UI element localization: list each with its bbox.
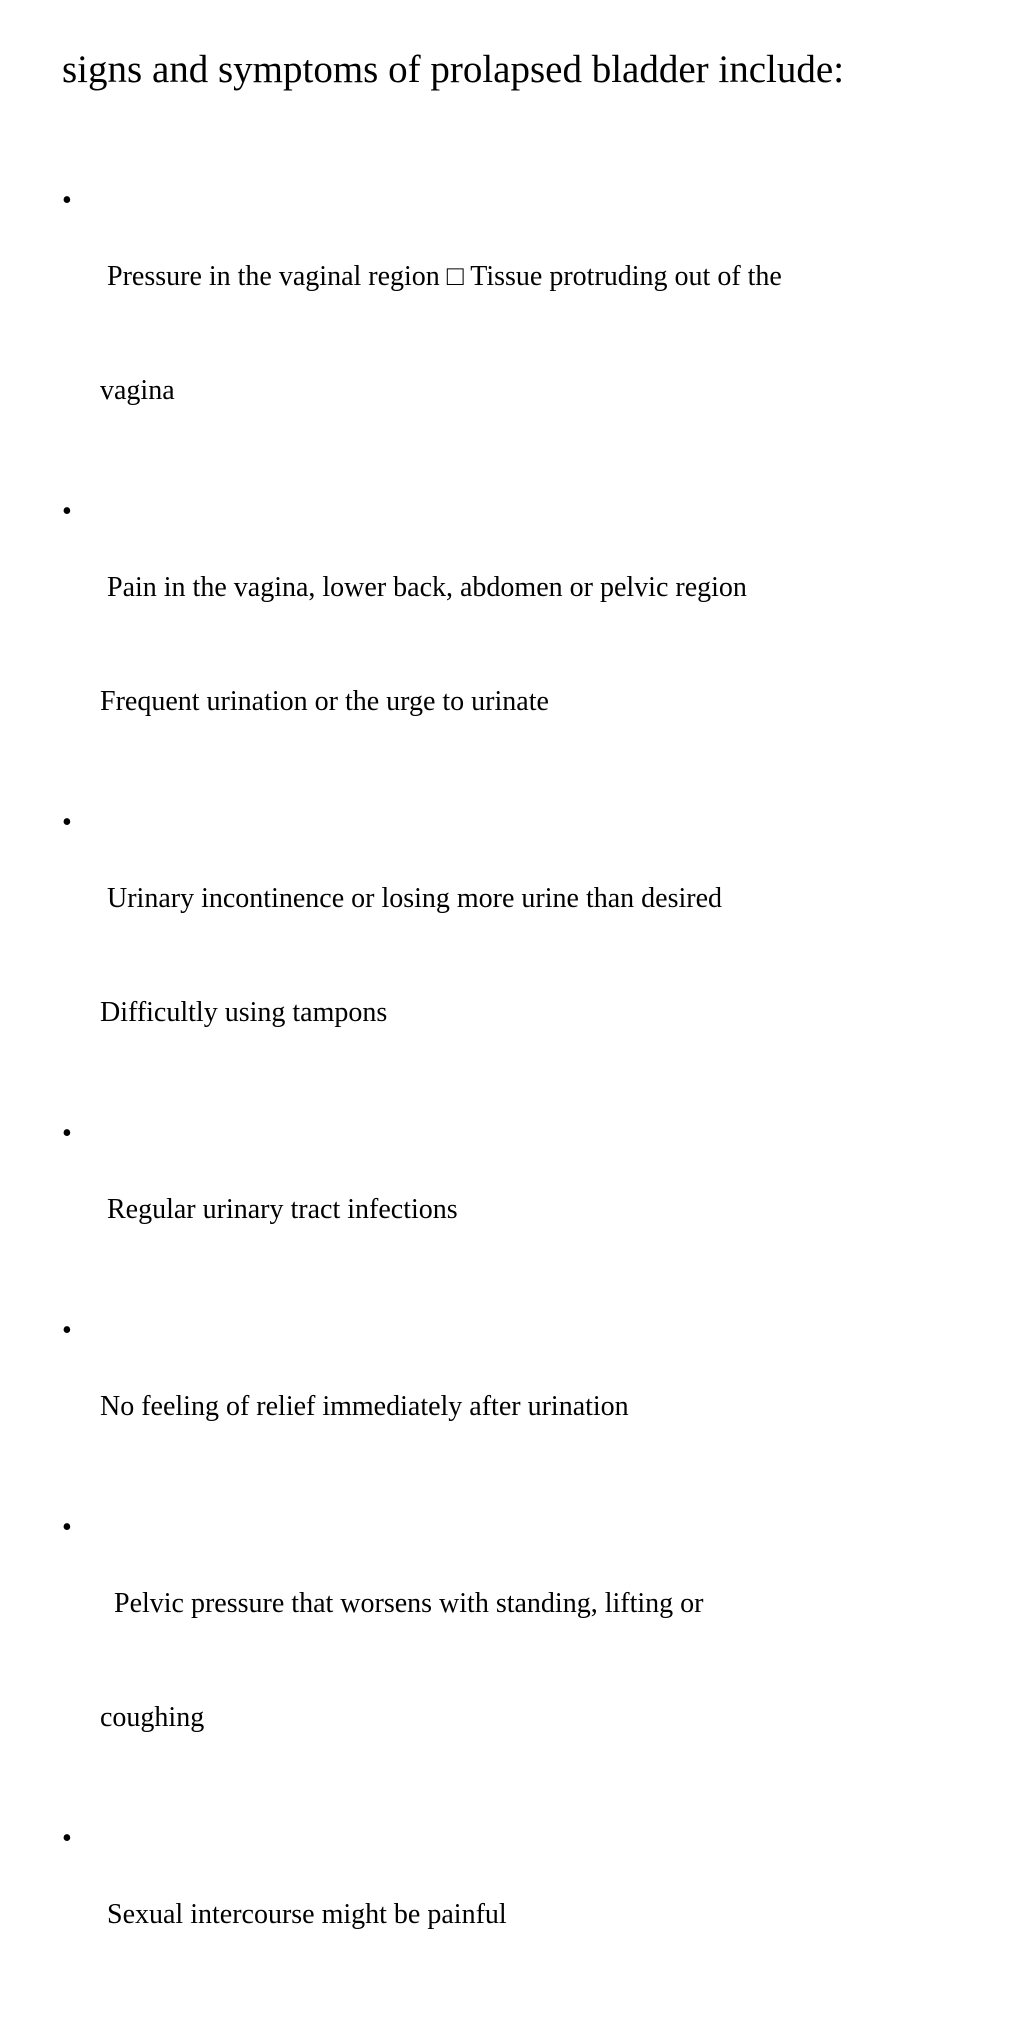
bullet-icon: • [62,807,72,838]
bullet-line: Urinary incontinence or losing more urine than desired [100,883,723,914]
bullet-line: Difficultly using tampons [100,997,388,1028]
bullet-icon: • [62,185,72,216]
bullet-icon: • [62,1315,72,1346]
bullet-item-relief [62,1312,962,1502]
slide-title: signs and symptoms of prolapsed bladder include: [62,48,845,91]
bullet-line: Pelvic pressure that worsens with standing, lifting or [100,1588,704,1619]
bullet-line: Sexual intercourse might be painful [100,1899,507,1930]
bullet-item-intercourse [62,1820,962,2010]
bullet-icon: • [62,496,72,527]
bullet-item-pain [62,493,962,797]
bullet-icon: • [62,1118,72,1149]
bullet-icon: • [62,1823,72,1854]
bullet-list [62,182,962,2017]
bullet-text [100,223,962,482]
bullet-item-incontinence [62,804,962,1108]
bullet-line: coughing [100,1702,205,1733]
bullet-text [100,845,962,1104]
bullet-line: vagina [100,375,175,406]
bullet-item-pressure [62,182,962,486]
bullet-item-pelvic-pressure [62,1509,962,1813]
bullet-line: Pain in the vagina, lower back, abdomen or pelvic region [100,572,747,603]
bullet-text [100,1353,962,1498]
bullet-line: No feeling of relief immediately after urination [100,1391,629,1422]
bullet-line: Pressure in the vaginal region □ Tissue protruding out of the [100,261,782,292]
bullet-text [100,534,962,793]
bullet-text [100,1156,962,1301]
bullet-line: Frequent urination or the urge to urinate [100,686,549,717]
bullet-icon: • [62,1512,72,1543]
bullet-line: Regular urinary tract infections [100,1194,458,1225]
bullet-text [100,1861,962,2006]
bullet-item-infections [62,1115,962,1305]
bullet-text [100,1550,962,1809]
